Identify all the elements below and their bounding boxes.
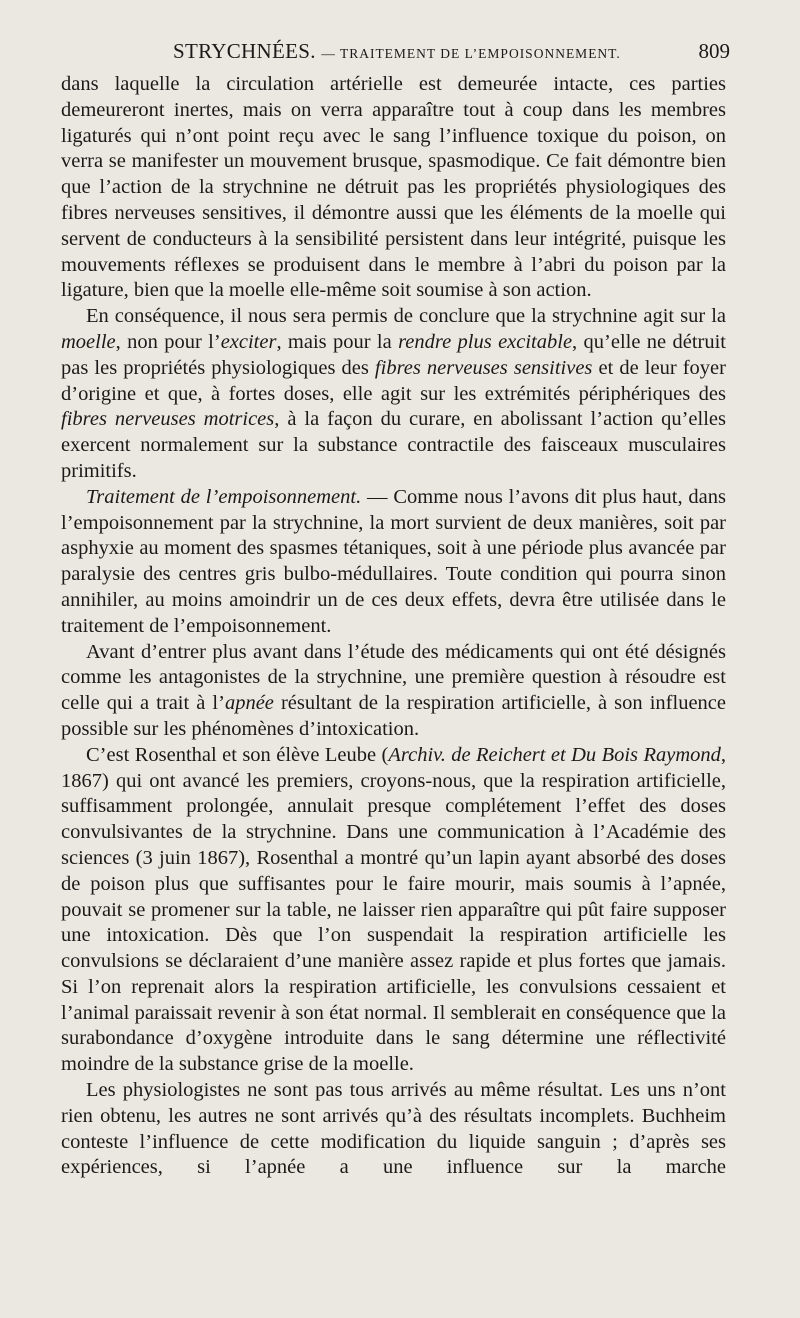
italic-run: exciter bbox=[220, 330, 277, 353]
text-run: , 1867) qui ont avancé les premiers, croyons-nous, que la respiration artificielle, suffisamment prolongée, annulait presque complétement l’effet des doses convulsivantes de la strychnine. Dans une communication à l’Académie des sciences (3 juin 1867), Rosenthal a montré qu’un lapin ayant absorbé des doses de poison plus que suffisantes pour le faire mourir, mais soumis à l’apnée, pouvait se promener sur la table, ne laisser rien apparaître qui pût faire supposer une intoxication. Dès que l’on suspendait la respiration artificielle les convulsions se déclaraient d’une manière assez rapide et plus fortes que jamais. Si l’on reprenait alors la respiration artificielle, les convulsions cessaient et l’animal paraissait revenir à son état normal. Il semblerait en conséquence que la surabondance d’oxygène introduite dans le sang détermine une réflectivité moindre de la substance grise de la moelle. bbox=[61, 743, 727, 1076]
text-run: , non pour l’ bbox=[115, 330, 221, 353]
text-run: — Comme nous l’avons dit plus haut, dans l’empoisonnement par la strychnine, la mort survient de deux manières, soit par asphyxie au moment des spasmes tétaniques, soit à une période plus avancée par paralysie des centres gris bulbo-médullaires. Toute condition qui pourra sinon annihiler, au moins amoindrir un de ces deux effets, devra être utilisée dans le traitement de l’empoisonnement. bbox=[61, 485, 726, 637]
text-run: dans laquelle la circulation artérielle est demeurée intacte, ces parties demeureront inertes, mais on verra apparaître tout à coup dans les membres ligaturés qui n’ont point reçu avec le sang l’influence toxique du poison, on verra se manifester un mouvement brusque, spasmodique. Ce fait démontre bien que l’action de la strychnine ne détruit pas les propriétés physiologiques des fibres nerveuses sensitives, il démontre aussi que les éléments de la moelle qui servent de conducteurs à la sensibilité persistent dans leur intégrité, puisque les mouvements réflexes se produisent dans le membre à l’abri du poison par la ligature, bien que la moelle elle-même soit soumise à son action. bbox=[61, 73, 726, 302]
text-run: C’est Rosenthal et son élève Leube ( bbox=[86, 743, 389, 766]
running-title bbox=[173, 36, 621, 69]
text-run: Avant d’entrer plus avant dans l’étude des médicaments qui ont été désignés comme les antagonistes de la strychnine, une première question à résoudre est celle qui a trait à l’ bbox=[61, 640, 726, 715]
italic-run: fibres nerveuses sensitives bbox=[374, 356, 593, 379]
text-run: résultant de la respiration artificielle, à son influence possible sur les phénomènes d’intoxication. bbox=[61, 692, 726, 740]
running-title-sub: — TRAITEMENT DE L’EMPOISONNEMENT. bbox=[321, 46, 621, 61]
running-header bbox=[60, 36, 730, 66]
italic-run: fibres nerveuses motrices bbox=[61, 408, 275, 431]
paragraph-6 bbox=[61, 1078, 726, 1181]
text-run: , à la façon du curare, en abolissant l’action qu’elles exercent normalement sur la substance contractile des faisceaux musculaires primitifs. bbox=[61, 408, 726, 482]
paragraph-2 bbox=[61, 304, 726, 485]
paragraph-4 bbox=[61, 640, 726, 743]
running-title-main: STRYCHNÉES. bbox=[173, 39, 316, 63]
italic-run: moelle bbox=[61, 330, 116, 353]
text-run: Les physiologistes ne sont pas tous arrivés au même résultat. Les uns n’ont rien obtenu, les autres ne sont arrivés qu’à des résultats incomplets. Buchheim conteste l’influence de cette modification du liquide sanguin ; d’après ses expériences, si l’apnée a une influence sur la marche bbox=[61, 1079, 726, 1179]
paragraph-1 bbox=[61, 72, 726, 304]
italic-run: rendre plus excitable bbox=[398, 330, 573, 353]
paragraph-5 bbox=[61, 743, 726, 1078]
section-heading: Traitement de l’empoisonnement. bbox=[86, 485, 362, 508]
page-number: 809 bbox=[698, 39, 730, 63]
text-run: En conséquence, il nous sera permis de conclure que la strychnine agit sur la bbox=[86, 305, 726, 328]
text-run: , qu’elle ne détruit pas les propriétés physiologiques des bbox=[61, 330, 726, 379]
paragraph-3 bbox=[61, 485, 726, 640]
body-text bbox=[61, 72, 726, 1181]
italic-run: Archiv. de Reichert et Du Bois Raymond bbox=[388, 743, 721, 766]
text-run: et de leur foyer d’origine et que, à fortes doses, elle agit sur les extrémités périphériques des bbox=[61, 356, 726, 405]
text-run: , mais pour la bbox=[276, 330, 399, 353]
italic-run: apnée bbox=[224, 692, 274, 715]
